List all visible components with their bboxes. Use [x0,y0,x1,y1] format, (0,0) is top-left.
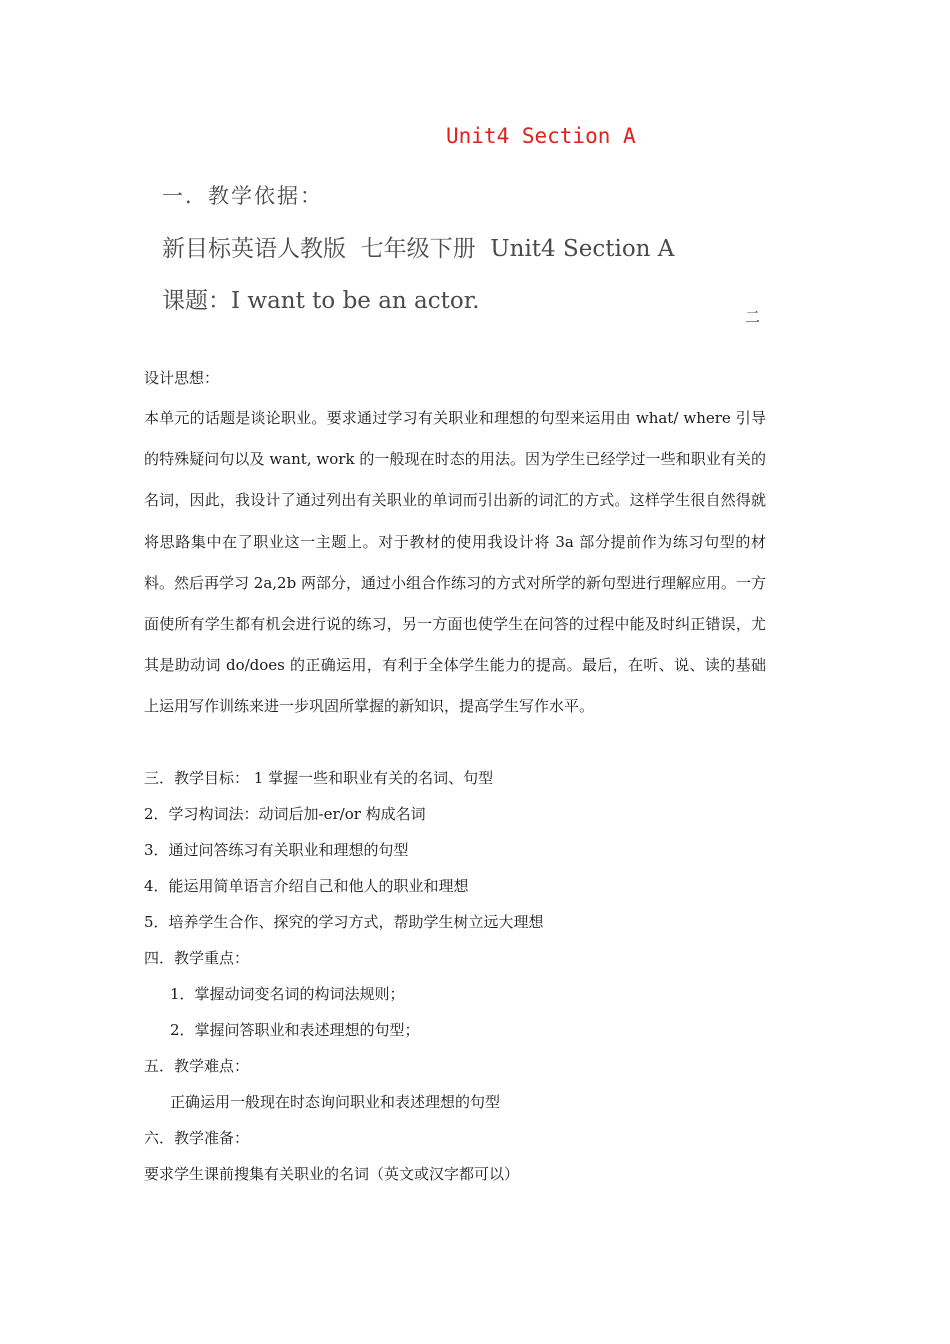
preparation-1: 要求学生课前搜集有关职业的名词（英文或汉字都可以） [144,1165,520,1183]
key-point-2: 2．掌握问答职业和表述理想的句型； [170,1021,420,1039]
key-points-heading: 四．教学重点： [144,949,250,967]
topic-label: 课题： [162,288,231,314]
topic-text: I want to be an actor. [231,288,480,314]
document-title: Unit4 Section A [446,124,636,148]
section-marker: 二 [745,308,761,326]
design-heading: 设计思想： [144,369,220,387]
goal-item-4: 4．能运用简单语言介绍自己和他人的职业和理想 [144,877,469,895]
textbook-unit: Unit4 Section A [490,236,675,262]
goal-item-5: 5．培养学生合作、探究的学习方式，帮助学生树立远大理想 [144,913,544,931]
goal-item-2: 2．学习构词法：动词后加-er/or 构成名词 [144,805,426,823]
difficulties-heading: 五．教学难点： [144,1057,250,1075]
design-paragraph: 本单元的话题是谈论职业。要求通过学习有关职业和理想的句型来运用由 what/ where 引导的特殊疑问句以及 want, work 的一般现在时态的用法。因为学生已经学过一些和职业有关的名词，因此，我设计了通过列出有关职业的单词而引出新的词汇的方式。这样学生很自然得就将思路集中在了职业这一主题上。对于教材的使用我设计将 3a 部分提前作为练习句型的材料。然后再学习 2a,2b 两部分，通过小组合作练习的方式对所学的新句型进行理解应用。一方面使所有学生都有机会进行说的练习，另一方面也使学生在问答的过程中能及时纠正错误，尤其是助动词 do/does 的正确运用，有利于全体学生能力的提高。最后，在听、说、读的基础上运用写作训练来进一步巩固所掌握的新知识，提高学生写作水平。 [144,409,766,716]
goal-item-1: 1 掌握一些和职业有关的名词、句型 [249,769,494,787]
teaching-basis-image [162,176,722,316]
preparation-heading: 六．教学准备： [144,1129,250,1147]
difficulty-1: 正确运用一般现在时态询问职业和表述理想的句型 [170,1093,501,1111]
textbook-line [162,230,674,263]
basis-heading: 一．教学依据： [162,184,323,208]
textbook-name: 新目标英语人教版 七年级下册 [162,236,491,262]
topic-line [162,282,480,315]
goals-line [144,768,493,788]
goals-heading: 三．教学目标： [144,769,250,787]
goal-item-3: 3．通过问答练习有关职业和理想的句型 [144,841,409,859]
key-point-1: 1．掌握动词变名词的构词法规则； [170,985,405,1003]
